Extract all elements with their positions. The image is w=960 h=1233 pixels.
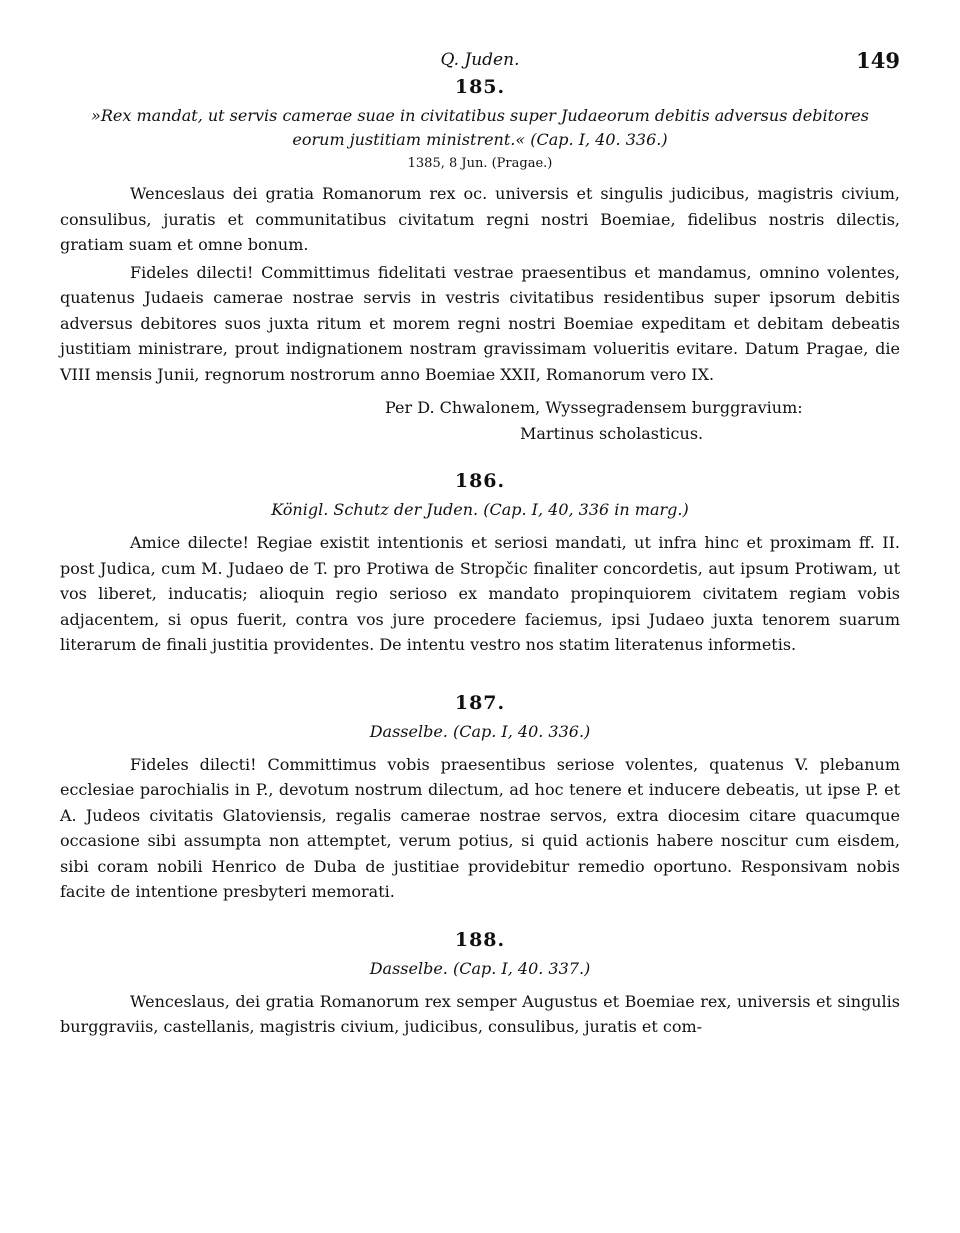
paragraph: Fideles dilecti! Committimus vobis praesentibus seriose volentes, quatenus V. plebanum ecclesiae parochialis in P., devotum nostrum dilectum, ad hoc tenere et inducere debeatis, ut ipse P. et A. Judeos civitatis Glatoviensis, regalis camerae nostrae servos, extra diocesim citare quacumque occasione sibi assumpta non attemptet, verum potius, si quid actionis habere noscitur cum eisdem, sibi coram nobili Henrico de Duba de justitiae providebitur remedio oportuno. Responsivam nobis facite de intentione presbyteri memorati. — [60, 754, 900, 901]
signature-line: Per D. Chwalonem, Wyssegradensem burggravium: — [385, 398, 803, 417]
running-title: Q. Juden. — [440, 50, 520, 70]
paragraph: Wenceslaus dei gratia Romanorum rex oc. universis et singulis judicibus, magistris civium, consulibus, juratis et communitatibus civitatum regni nostri Boemiae, fidelibus nostris dilectis, gratiam suam et omne bonum. — [60, 184, 900, 254]
regest-line: Königl. Schutz der Juden. (Cap. I, 40, 336 in marg.) — [271, 500, 689, 519]
document-number: 185. — [454, 76, 506, 98]
regest-line: eorum justitiam ministrent.« (Cap. I, 40. 336.) — [292, 130, 668, 149]
dateline: 1385, 8 Jun. (Pragae.) — [407, 156, 553, 171]
page-number: 149 — [856, 48, 900, 73]
page-header — [60, 48, 900, 76]
document-number: 186. — [454, 470, 506, 492]
signature-line: Martinus scholasticus. — [520, 423, 704, 443]
document-185 — [60, 76, 900, 446]
document-186 — [60, 470, 900, 658]
paragraph: Wenceslaus, dei gratia Romanorum rex semper Augustus et Boemiae rex, universis et singulis burggraviis, castellanis, magistris civium, judicibus, consulibus, juratis et com- — [60, 991, 900, 1036]
document-number: 188. — [454, 928, 506, 951]
regest-line: Dasselbe. (Cap. I, 40. 336.) — [369, 721, 591, 741]
regest-line: »Rex mandat, ut servis camerae suae in civitatibus super Judaeorum debitis adversus debitores — [91, 106, 869, 125]
document-187 — [60, 692, 900, 905]
paragraph: Amice dilecte! Regiae existit intentionis et seriosi mandati, ut infra hinc et proximam ff. II. post Judica, cum M. Judaeo de T. pro Protiwa de Stropčic finaliter concordetis, aut ipsum Protiwam, ut vos liberet, inducatis; alioquin regio serioso ex mandato propinquiorem civitatem regiam vobis adjacentem, si opus fuerit, contra vos jure procedere faciemus, ipsi Judaeo juxta tenorem suarum literarum de finali justitia providentes. De intentu vestro nos statim literatenus informetis. — [60, 533, 900, 654]
regest-line: Dasselbe. (Cap. I, 40. 337.) — [369, 958, 591, 978]
paragraph: Fideles dilecti! Committimus fidelitati vestrae praesentibus et mandamus, omnino volentes, quatenus Judaeis camerae nostrae servis in vestris civitatibus residentibus super ipsorum debitis adversus debitores suos juxta ritum et morem regni nostri Boemiae expeditam et debitam debeatis justitiam ministrare, prout indignationem nostram gravissimam volueritis evitare. Datum Pragae, die VIII mensis Junii, regnorum nostrorum anno Boemiae XXII, Romanorum vero IX. — [60, 262, 900, 384]
document-page — [60, 48, 900, 1040]
document-number: 187. — [454, 691, 506, 714]
document-188 — [60, 929, 900, 1040]
